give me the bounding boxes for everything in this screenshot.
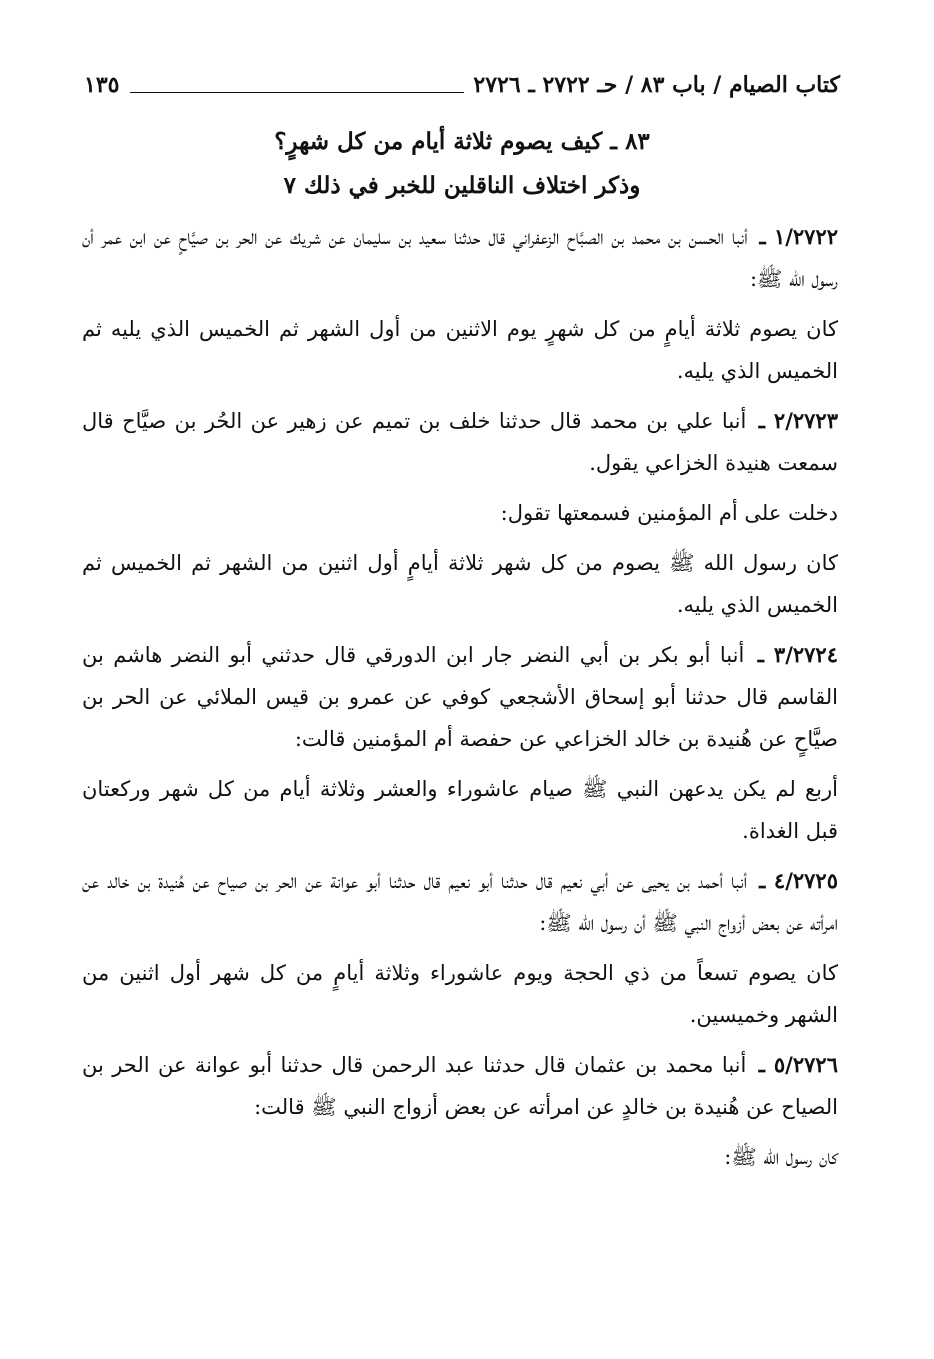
hadith-isnad: أنبا الحسن بن محمد بن الصبَّاح الزعفراني قال حدثنا سعيد بن سليمان عن شريك عن الحر بن صيَّاحٍ عن ابن عمر أن رسول الله ﷺ: [82, 225, 838, 291]
hadith-2724 [82, 634, 838, 760]
hadith-isnad: أنبا علي بن محمد قال حدثنا خلف بن تميم عن زهير عن الحُر بن صيَّاح قال سمعت هنيدة الخزاعي يقول. [82, 409, 838, 475]
hadith-matn: أربع لم يكن يدعهن النبي ﷺ صيام عاشوراء والعشر وثلاثة أيام من كل شهر وركعتان قبل الغداة. [82, 777, 838, 843]
running-header [84, 72, 840, 108]
hadith-matn: كان يصوم ثلاثة أيامٍ من كل شهرٍ يوم الاثنين من أول الشهر ثم الخميس الذي يليه ثم الخميس الذي يليه. [82, 317, 838, 383]
hadith-isnad: أنبا محمد بن عثمان قال حدثنا عبد الرحمن قال حدثنا أبو عوانة عن الحر بن الصياح عن هُنيدة بن خالدٍ عن امرأته عن بعض أزواج النبي ﷺ قالت: [82, 1053, 838, 1119]
hadith-number: ٣/٢٧٢٤ ـ [757, 642, 838, 667]
hadith-2725 [82, 860, 838, 944]
chapter-heading [84, 120, 840, 208]
hadith-number: ٢/٢٧٢٣ ـ [758, 408, 838, 433]
chapter-heading-line-2: وذكر اختلاف الناقلين للخبر في ذلك ٧ [283, 172, 641, 199]
hadith-matn: دخلت على أم المؤمنين فسمعتها تقول: [500, 501, 838, 525]
hadith-2723 [82, 400, 838, 484]
hadith-number: ١/٢٧٢٢ ـ [759, 224, 839, 249]
hadith-isnad: أنبا أبو بكر بن أبي النضر جار ابن الدورقي قال حدثني أبو النضر هاشم بن القاسم قال حدثنا أبو إسحاق الأشجعي كوفي عن عمرو بن قيس الملائي عن الحر بن صيَّاحٍ عن هُنيدة بن خالد الخزاعي عن حفصة أم المؤمنين قالت: [82, 643, 838, 751]
hadith-matn: كان رسول الله ﷺ يصوم من كل شهر ثلاثة أيامٍ أول اثنين من الشهر ثم الخميس ثم الخميس الذي يليه. [82, 551, 838, 617]
hadith-number: ٥/٢٧٢٦ ـ [758, 1052, 838, 1077]
hadith-matn: كان يصوم تسعاً من ذي الحجة ويوم عاشوراء وثلاثة أيامٍ من كل شهر أول اثنين من الشهر وخميسين. [82, 961, 838, 1027]
chapter-heading-line-1: ٨٣ ـ كيف يصوم ثلاثة أيام من كل شهرٍ؟ [274, 128, 650, 155]
running-header-title: كتاب الصيام / باب ٨٣ / حـ ٢٧٢٢ ـ ٢٧٢٦ [473, 72, 840, 98]
hadith-isnad: أنبا أحمد بن يحيى عن أبي نعيم قال حدثنا أبو نعيم قال حدثنا أبو عوانة عن الحر بن صياح عن هُنيدة بن خالد عن امرأته عن بعض أزواج النبي ﷺ أن رسول الله ﷺ: [82, 869, 838, 935]
hadith-number: ٤/٢٧٢٥ ـ [759, 868, 838, 893]
hadith-matn: كان رسول الله ﷺ: [724, 1145, 838, 1169]
hadith-2726 [82, 1044, 838, 1128]
page-body [82, 216, 838, 1186]
header-rule [130, 92, 464, 93]
page-number: ١٣٥ [84, 72, 120, 98]
hadith-2722 [82, 216, 838, 300]
